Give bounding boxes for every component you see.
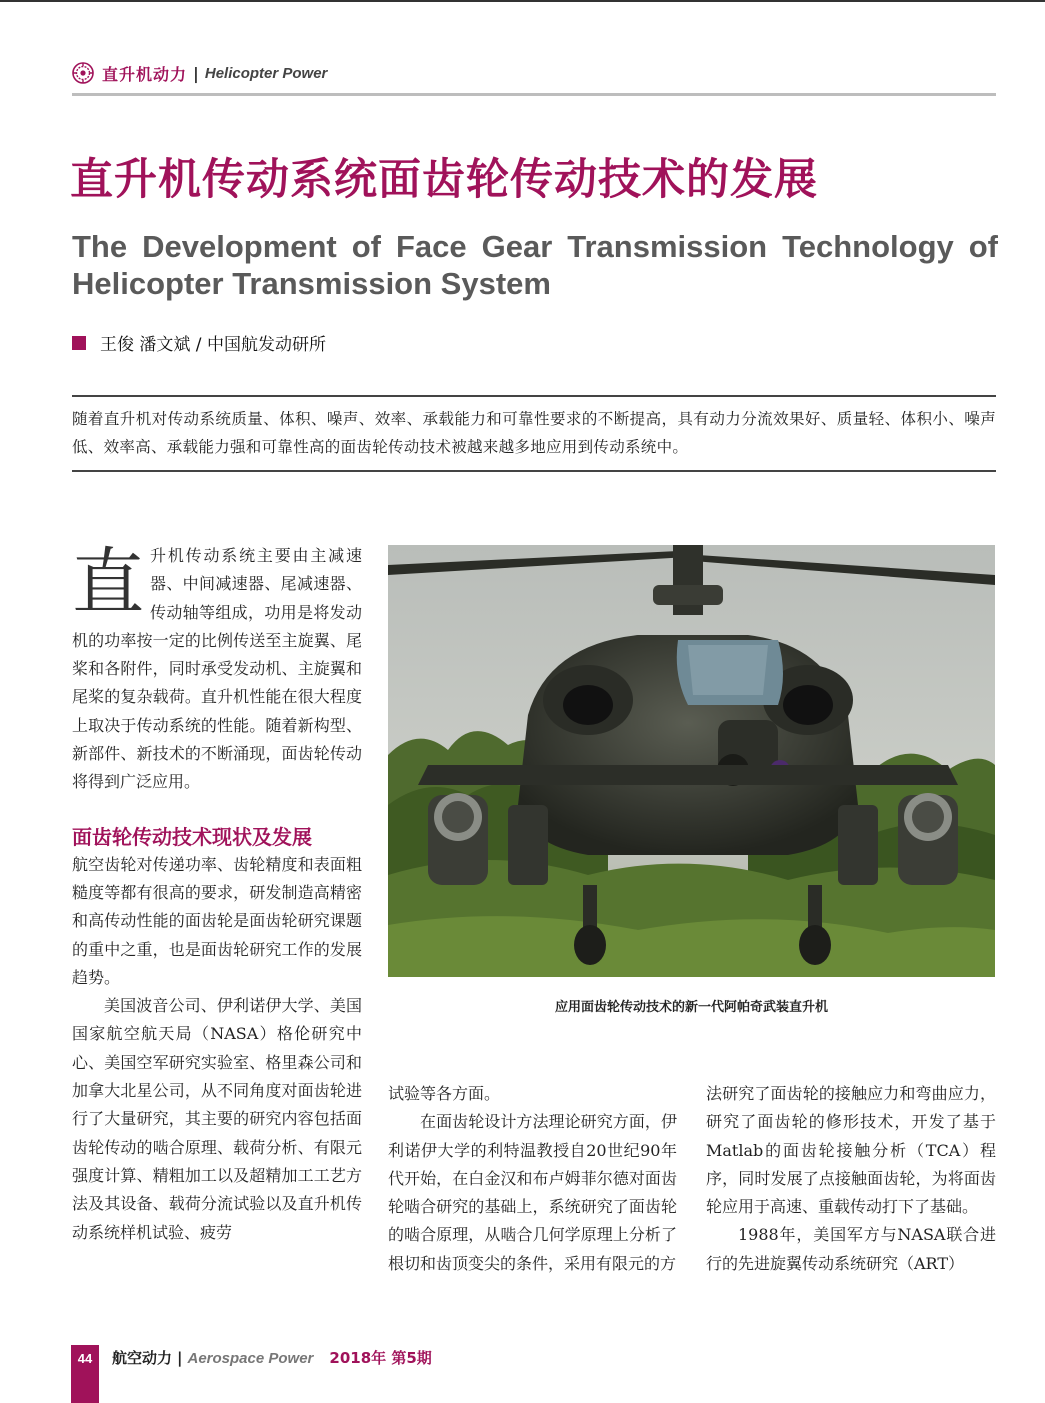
- col3-paragraph-2: 1988年，美国军方与NASA联合进行的先进旋翼传动系统研究（ART）: [706, 1225, 996, 1273]
- col3-paragraph-1: 法研究了面齿轮的接触应力和弯曲应力，研究了面齿轮的修形技术，开发了基于Matlab的面齿轮接触分析（TCA）程序，同时发展了点接触面齿轮，为将面齿轮应用于高速、重载传动打下了基础。: [706, 1084, 996, 1217]
- footer-separator: |: [177, 1349, 183, 1367]
- author-line: [72, 330, 326, 355]
- abstract-top-rule: [72, 395, 996, 397]
- top-border: [0, 0, 1045, 2]
- footer-journal-cn: 航空动力: [112, 1349, 173, 1367]
- running-header-journal-cn: 直升机动力: [102, 64, 188, 84]
- intro-paragraph: [72, 542, 362, 797]
- running-header-separator: |: [193, 63, 199, 83]
- col2-paragraph-2: 在面齿轮设计方法理论研究方面，伊利诺伊大学的利特温教授自20世纪90年代开始，在白金汉和布卢姆菲尔德对面齿轮啮合研究的基础上，系统研究了面齿轮的啮合原理，从啮合几何学原理上分析了根切和齿顶变尖的条件，采用有限元的方: [388, 1112, 677, 1273]
- authors: 王俊 潘文斌 / 中国航发动研所: [100, 335, 326, 355]
- article-title-en: The Development of Face Gear Transmission Technology of Helicopter Transmission System: [72, 229, 998, 301]
- author-bullet-icon: [72, 336, 86, 350]
- intro-text: 升机传动系统主要由主减速器、中间减速器、尾减速器、传动轴等组成，功用是将发动机的功率按一定的比例传送至主旋翼、尾桨和各附件，同时承受发动机、主旋翼和尾桨的复杂载荷。直升机性能在很大程度上取决于传动系统的性能。随着新构型、新部件、新技术的不断涌现，面齿轮传动将得到广泛应用。: [72, 546, 362, 792]
- figure-caption: 应用面齿轮传动技术的新一代阿帕奇武装直升机: [554, 1000, 828, 1015]
- abstract-bottom-rule: [72, 470, 996, 472]
- footer-journal-en: Aerospace Power: [187, 1350, 314, 1367]
- footer-issue: 2018年 第5期: [329, 1349, 432, 1367]
- section-paragraph-2: 美国波音公司、伊利诺伊大学、美国国家航空航天局（NASA）格伦研究中心、美国空军研究实验室、格里森公司和加拿大北星公司，从不同角度对面齿轮进行了大量研究，其主要的研究内容包括面齿轮传动的啮合原理、载荷分析、有限元强度计算、精粗加工以及超精加工工艺方法及其设备、载荷分流试验以及直升机传动系统样机试验、疲劳: [72, 996, 362, 1242]
- running-header: [72, 60, 327, 86]
- body-column-1: [72, 542, 362, 1247]
- article-title-cn: 直升机传动系统面齿轮传动技术的发展: [70, 155, 818, 205]
- body-column-2: [388, 1080, 677, 1278]
- body-column-3: [706, 1080, 996, 1278]
- drop-cap: 直: [72, 540, 145, 624]
- footer: [112, 1347, 432, 1368]
- apache-helicopter-photo: [388, 545, 995, 977]
- journal-logo-icon: [72, 62, 94, 84]
- abstract: 随着直升机对传动系统质量、体积、噪声、效率、承载能力和可靠性要求的不断提高，具有动力分流效果好、质量轻、体积小、噪声低、效率高、承载能力强和可靠性高的面齿轮传动技术被越来越多地应用到传动系统中。: [72, 410, 996, 456]
- section-heading: 面齿轮传动技术现状及发展: [72, 824, 312, 849]
- header-rule: [72, 93, 996, 96]
- page-number: 44: [77, 1351, 93, 1366]
- section-paragraph-1: 航空齿轮对传递功率、齿轮精度和表面粗糙度等都有很高的要求，研发制造高精密和高传动性能的面齿轮是面齿轮研究课题的重中之重，也是面齿轮研究工作的发展趋势。: [72, 854, 362, 987]
- running-header-journal-en: Helicopter Power: [204, 64, 328, 82]
- col2-paragraph-1: 试验等各方面。: [388, 1084, 501, 1103]
